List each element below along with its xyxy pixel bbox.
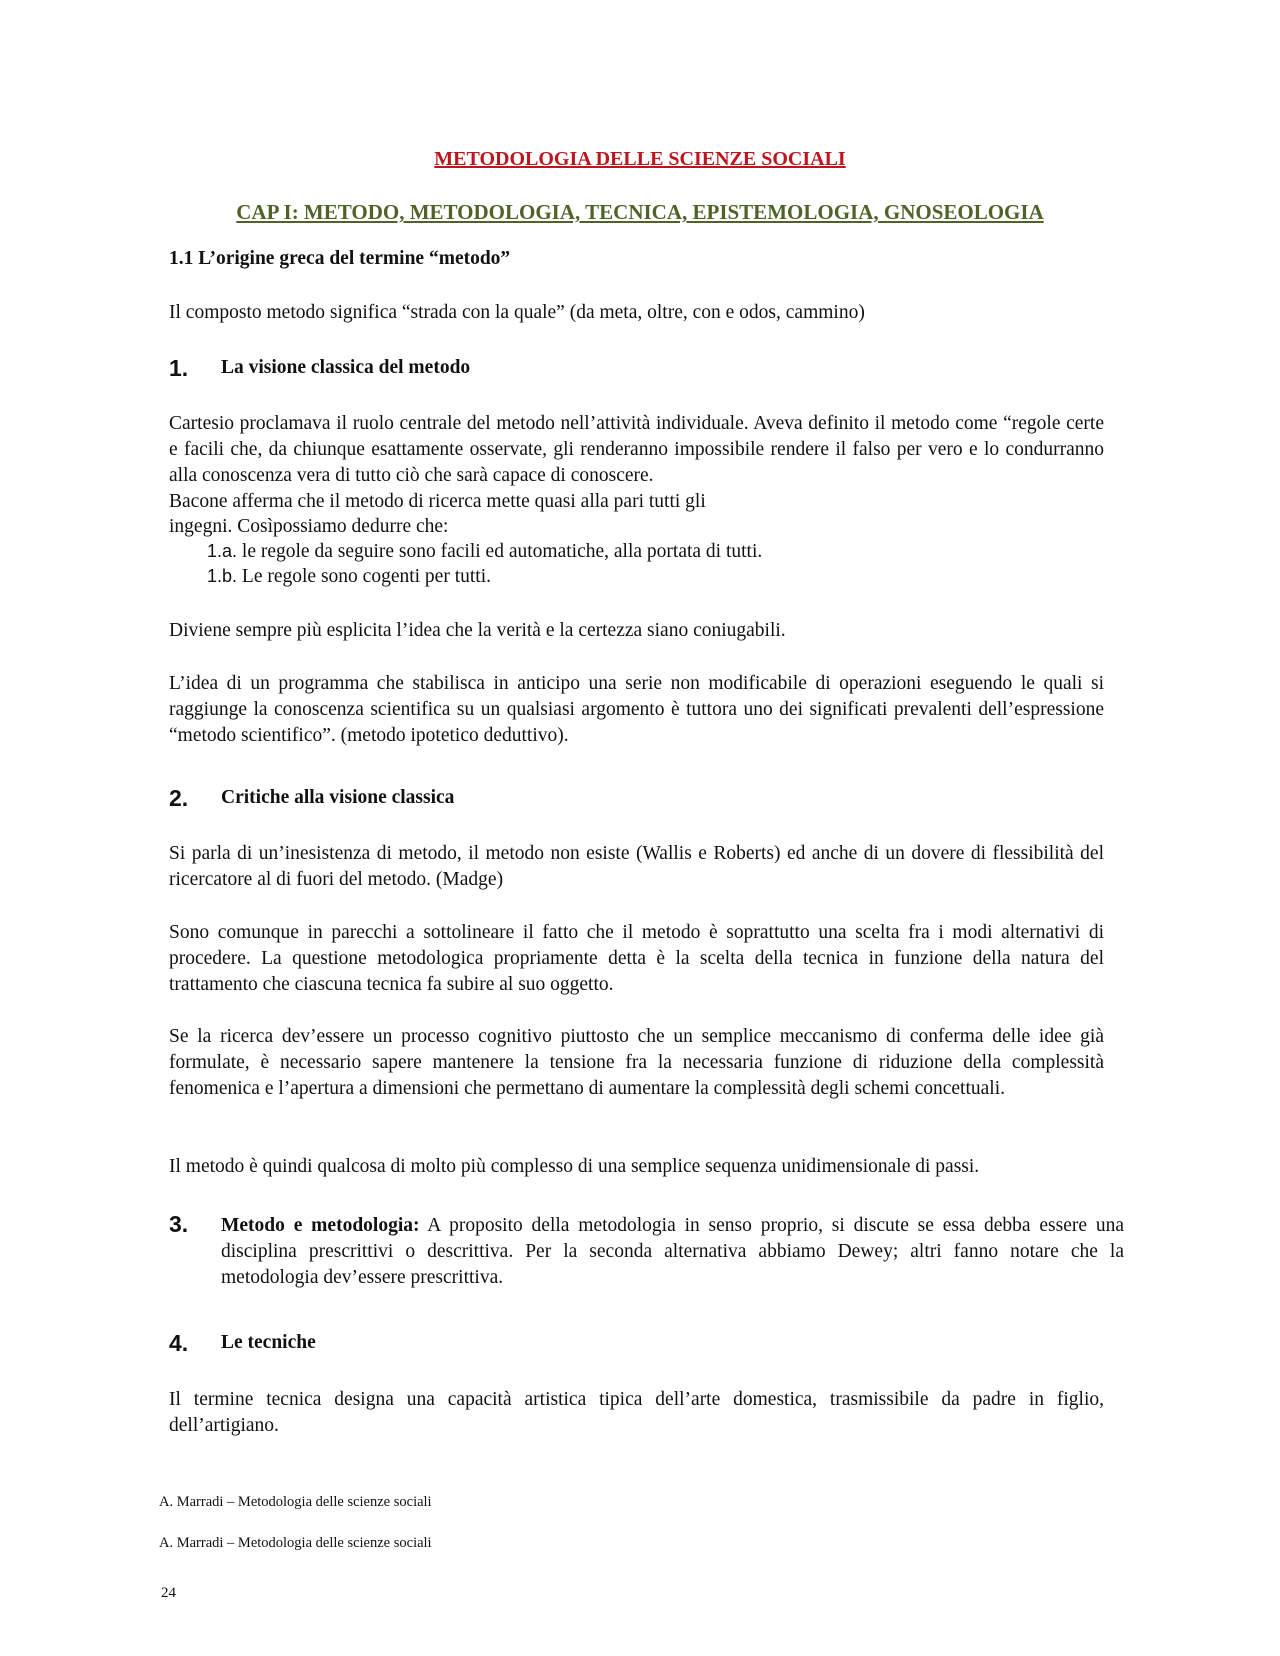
section-2-heading [169,785,1119,815]
section-1-paragraph-3: Diviene sempre più esplicita l’idea che la verità e la certezza siano coniugabili. [169,620,786,641]
section-2-title: Critiche alla visione classica [221,787,455,808]
section-1-paragraph-2a: Bacone afferma che il metodo di ricerca mette quasi alla pari tutti gli [169,491,706,512]
section-1-paragraph-1: Cartesio proclamava il ruolo centrale del metodo nell’attività individuale. Aveva definito il metodo come “regole certe e facili che, da chiunque esattamente osservate, gli renderanno impossibile rendere il falso per vero e lo condurranno alla conoscenza vera di tutto ciò che sarà capace di conoscere. [169,413,1104,486]
section-3-title: Metodo e metodologia: [221,1215,420,1236]
section-1-title: La visione classica del metodo [221,357,471,378]
section-2-number: 2. [169,785,189,811]
section-2-paragraph-4: Il metodo è quindi qualcosa di molto più complesso di una semplice sequenza unidimensionale di passi. [169,1156,980,1177]
chapter-title: CAP I: METODO, METODOLOGIA, TECNICA, EPISTEMOLOGIA, GNOSEOLOGIA [236,200,1044,224]
sublist-item [207,539,762,564]
footnote: A. Marradi – Metodologia delle scienze sociali [159,1494,432,1510]
section-1-number: 1. [169,355,189,381]
section-3-number: 3. [169,1211,189,1237]
section-1-paragraph-4: L’idea di un programma che stabilisca in anticipo una serie non modificabile di operazioni eseguendo le quali si raggiunge la conoscenza scientifica su un qualsiasi argomento è tuttora uno dei significati prevalenti dell’espressione “metodo scientifico”. (metodo ipotetico deduttivo). [169,673,1104,746]
section-2-paragraph-2: Sono comunque in parecchi a sottolineare il fatto che il metodo è soprattutto una scelta fra i modi alternativi di procedere. La questione metodologica propriamente detta è la scelta della tecnica in funzione della natura del trattamento che ciascuna tecnica fa subire al suo oggetto. [169,922,1104,995]
footnote: A. Marradi – Metodologia delle scienze sociali [159,1535,432,1551]
section-3 [169,1213,1124,1291]
section-2-paragraph-3: Se la ricerca dev’essere un processo cognitivo piuttosto che un semplice meccanismo di conferma delle idee già formulate, è necessario sapere mantenere la tensione fra la necessaria funzione di riduzione della complessità fenomenica e l’apertura a dimensioni che permettano di aumentare la complessità degli schemi concettuali. [169,1026,1104,1099]
section-4-title: Le tecniche [221,1332,316,1353]
sublist-text: le regole da seguire sono facili ed automatiche, alla portata di tutti. [237,541,763,562]
section-1-heading [169,355,1119,385]
intro-paragraph: Il composto metodo significa “strada con la quale” (da meta, oltre, con e odos, cammino) [169,302,865,323]
section-3-body [221,1213,1124,1291]
document-title: METODOLOGIA DELLE SCIENZE SOCIALI [434,148,846,170]
section-4-heading [169,1330,1119,1360]
sublist-label: 1.a. [207,541,238,561]
section-4-paragraph-1: Il termine tecnica designa una capacità artistica tipica dell’arte domestica, trasmissibile da padre in figlio, dell’artigiano. [169,1389,1104,1436]
section-2-paragraph-1: Si parla di un’inesistenza di metodo, il metodo non esiste (Wallis e Roberts) ed anche di un dovere di flessibilità del ricercatore al di fuori del metodo. (Madge) [169,843,1104,890]
sublist-item [207,564,491,589]
page-number: 24 [161,1585,176,1601]
sublist-text: Le regole sono cogenti per tutti. [237,566,491,587]
section-1-paragraph-2b: ingegni. Cosìpossiamo dedurre che: [169,516,449,537]
section-4-number: 4. [169,1330,189,1356]
sublist-label: 1.b. [207,566,238,586]
section-3-text: A proposito della metodologia in senso proprio, si discute se essa debba essere una disciplina prescrittivi o descrittiva. Per la seconda alternativa abbiamo Dewey; altri fanno notare che la metodologia dev’essere prescrittiva. [221,1215,1125,1288]
subheading: 1.1 L’origine greca del termine “metodo” [169,248,511,269]
